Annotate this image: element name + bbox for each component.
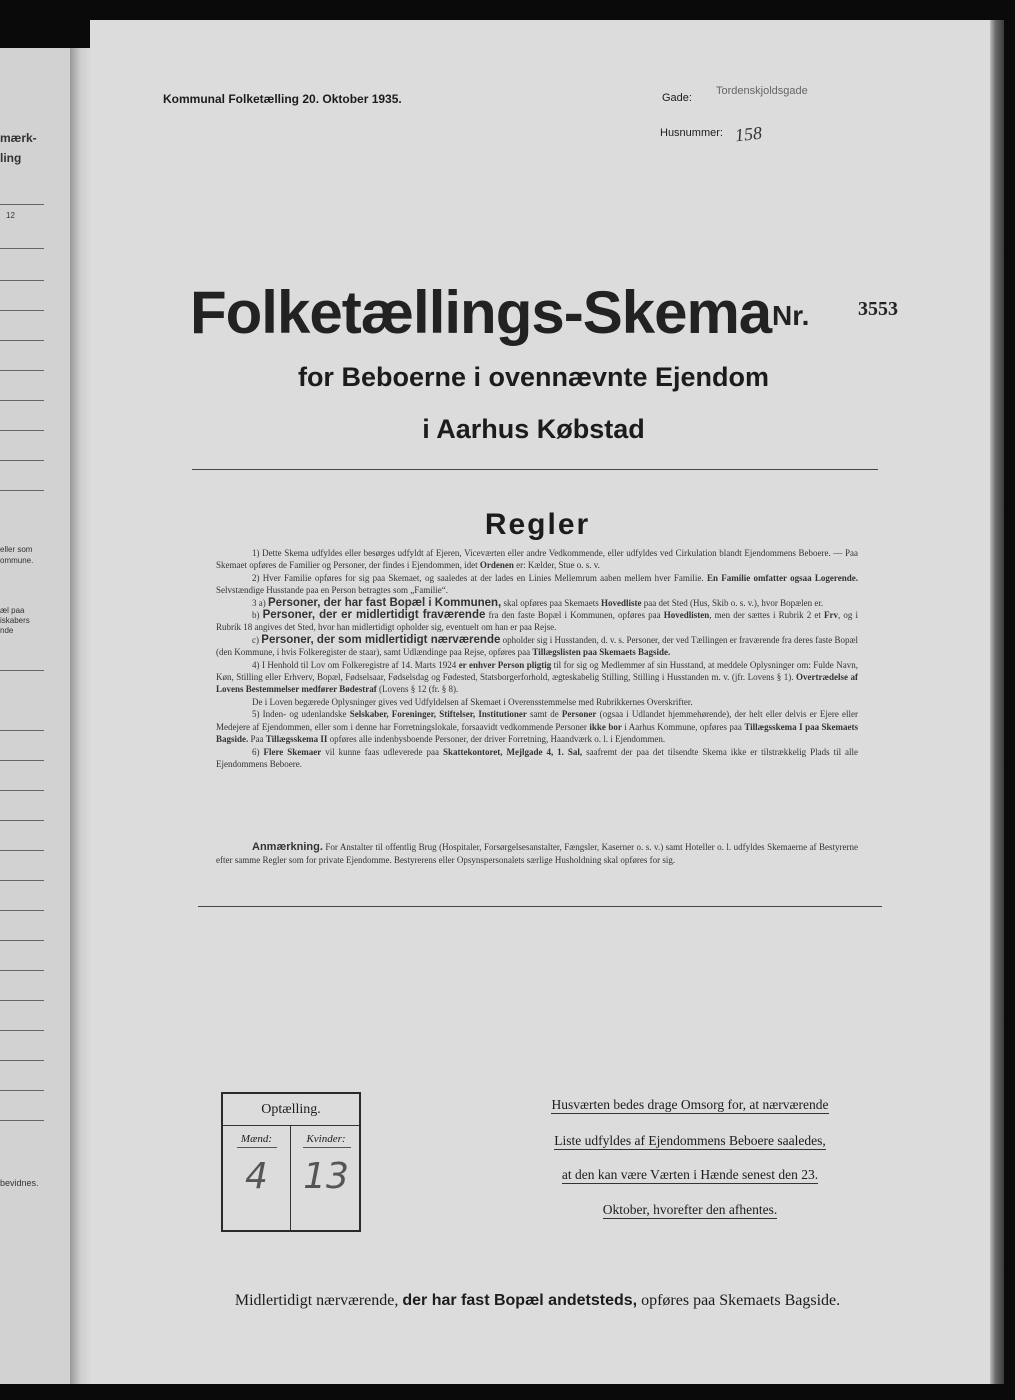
rule-5: 5) Inden- og udenlandske Selskaber, Foreninger, Stiftelser, Institutioner samt de Personer (ogsaa i Udlandet hjemmehørende), der helt eller delvis er Ejere eller Medejere af Ejendommen, eller som i denne har Forretningslokale, forsaavidt vedkommende Personer ikke bor i Aarhus Kommune, opføres paa Tillægsskema I paa Skemaets Bagside. Paa Tillægsskema II opføres alle indenbysboende Personer, der driver Forretning, Haandværk o. l. i Ejendommen. [216, 709, 859, 745]
left-rule [0, 880, 44, 881]
left-text-6: iskabers [0, 616, 30, 625]
left-rule [0, 820, 44, 821]
left-num: 12 [6, 211, 15, 220]
left-text-1: mærk- [0, 131, 37, 145]
left-rule [0, 280, 44, 281]
left-rule [0, 310, 44, 311]
rules-text [216, 547, 858, 770]
regler-heading: Regler [484, 508, 591, 541]
note-line-4: Oktober, hvorefter den afhentes. [602, 1202, 778, 1217]
anmaerkning [216, 841, 858, 867]
optaelling-title: Optælling. [261, 1102, 321, 1117]
left-text-5: æl paa [0, 606, 25, 615]
left-text-2: ling [0, 151, 22, 165]
anmaerkning-text: For Anstalter til offentlig Brug (Hospitaler, Forsørgelsesanstalter, Fængsler, Kaserner o. s. v.) samt Hoteller o. l. udfyldes Skemaerne af Bestyrerne efter samme Regler som for private Ejendomme. Bestyrerens eller Opsynspersonalets særlige Husholdning skal opføres for sig. [216, 842, 859, 865]
rule-6: 6) Flere Skemaer vil kunne faas udleverede paa Skattekontoret, Mejlgade 4, 1. Sal, saafremt der paa det tilsendte Skema ikke er tilstrækkelig Plads til alle Ejendommens Beboere. [216, 746, 859, 769]
left-rule [0, 760, 44, 761]
book-gutter [70, 48, 92, 1384]
gade-value: Tordenskjoldsgade [716, 85, 808, 97]
divider-top [192, 469, 878, 470]
anmaerkning-label: Anmærkning. [252, 841, 323, 853]
footer-note: Midlertidigt nærværende, der har fast Bopæl andetsteds, opføres paa Skemaets Bagside. [234, 1292, 841, 1309]
left-rule [0, 204, 44, 205]
nr-label: Nr. [772, 300, 810, 331]
left-text-7: nde [0, 626, 14, 635]
optaelling-box [221, 1092, 361, 1232]
left-page-fragment [0, 48, 72, 1384]
note-line-1: Husværten bedes drage Omsorg for, at nærværende [551, 1097, 829, 1112]
left-rule [0, 490, 44, 491]
left-rule [0, 850, 44, 851]
census-title: Kommunal Folketælling 20. Oktober 1935. [163, 92, 402, 106]
subtitle-beboerne: for Beboerne i ovennævnte Ejendom [297, 362, 770, 392]
left-rule [0, 730, 44, 731]
kvinder-underline [303, 1147, 351, 1148]
rule-3c: c) Personer, der som midlertidigt nærværende opholder sig i Husstanden, d. v. s. Personer, der ved Tællingen er fraværende fra deres faste Bopæl (den Kommune, i hvis Folkeregister de staar), samt Udlændinge paa Rejse, opføres paa Tillægslisten paa Skemaets Bagside. [216, 633, 859, 658]
left-rule [0, 1060, 44, 1061]
left-rule [0, 1030, 44, 1031]
left-rule [0, 940, 44, 941]
left-rule [0, 460, 44, 461]
rule-3b: b) Personer, der er midlertidigt fraværende fra den faste Bopæl i Kommunen, opføres paa Hovedlisten, men der sættes i Rubrik 2 et Frv, og i Rubrik 18 angives det Sted, hvor han midlertidigt opholder sig, eventuelt om han er paa Rejse. [216, 609, 859, 633]
rule-1: 1) Dette Skema udfyldes eller besørges udfyldt af Ejeren, Viceværten eller andre Vedkommende, eller udfyldes ved Cirkulation blandt Ejendommens Beboere. — Paa Skemaet opføres de Familier og Personer, der findes i Ejendommen, idet Ordenen er: Kælder, Stue o. s. v. [216, 548, 858, 571]
left-rule [0, 1090, 44, 1091]
note-line-3: at den kan være Værten i Hænde senest den 23. [561, 1167, 819, 1182]
page-edge-shadow [990, 20, 1004, 1384]
left-rule [0, 340, 44, 341]
left-rule [0, 670, 44, 671]
husnummer-value: 158 [733, 122, 763, 146]
form-title: Folketællings-Skema [190, 279, 772, 346]
optaelling-header-rule [223, 1125, 359, 1126]
left-text-8: bevidnes. [0, 1178, 39, 1188]
note-line-2: Liste udfyldes af Ejendommens Beboere saaledes, [554, 1133, 826, 1148]
husnummer-label: Husnummer: [660, 127, 723, 139]
divider-bottom [198, 906, 882, 907]
maend-count: 4 [245, 1156, 268, 1197]
left-rule [0, 1120, 44, 1121]
form-number: 3553 [858, 298, 898, 320]
gade-label: Gade: [662, 92, 692, 104]
rule-3a: 3 a) Personer, der har fast Bopæl i Kommunen, skal opføres paa Skemaets Hovedliste paa det Sted (Hus, Skib o. s. v.), hvor Bopælen er. [252, 596, 824, 609]
left-rule [0, 1000, 44, 1001]
subtitle-aarhus: i Aarhus Købstad [422, 414, 645, 444]
left-rule [0, 248, 44, 249]
rule-4-cont: De i Loven begærede Oplysninger gives ved Udfyldelsen af Skemaet i Overensstemmelse med Rubrikkernes Overskrifter. [252, 696, 693, 707]
kvinder-count: 13 [303, 1156, 349, 1197]
left-text-4: ommune. [0, 556, 34, 565]
kvinder-label: Kvinder: [306, 1133, 346, 1145]
left-rule [0, 910, 44, 911]
left-rule [0, 790, 44, 791]
rule-2: 2) Hver Familie opføres for sig paa Skemaet, og saaledes at der lades en Linies Mellemrum aaben mellem hver Familie. En Familie omfatter ogsaa Logerende. Selvstændige Husstande paa en Person betragtes som „Familie“. [216, 572, 858, 596]
maend-label: Mænd: [240, 1133, 273, 1145]
left-rule [0, 400, 44, 401]
maend-underline [237, 1147, 277, 1148]
left-text-3: eller som [0, 545, 33, 554]
rule-4: 4) I Henhold til Lov om Folkeregistre af 14. Marts 1924 er enhver Person pligtig til for sig og Medlemmer af sin Husstand, at meddele Oplysninger om: Fulde Navn, Køn, Stilling eller Erhverv, Bopæl, Fødselsaar, Fødselsdag og Fødested, Statsborgerforhold, ægteskabelig Stilling, Stilling i Husstanden m. v. (jfr. Lovens § 1). Overtrædelse af Lovens Bestemmelser medfører Bødestraf (Lovens § 12 (fr. § 8). [216, 659, 858, 695]
left-rule [0, 970, 44, 971]
